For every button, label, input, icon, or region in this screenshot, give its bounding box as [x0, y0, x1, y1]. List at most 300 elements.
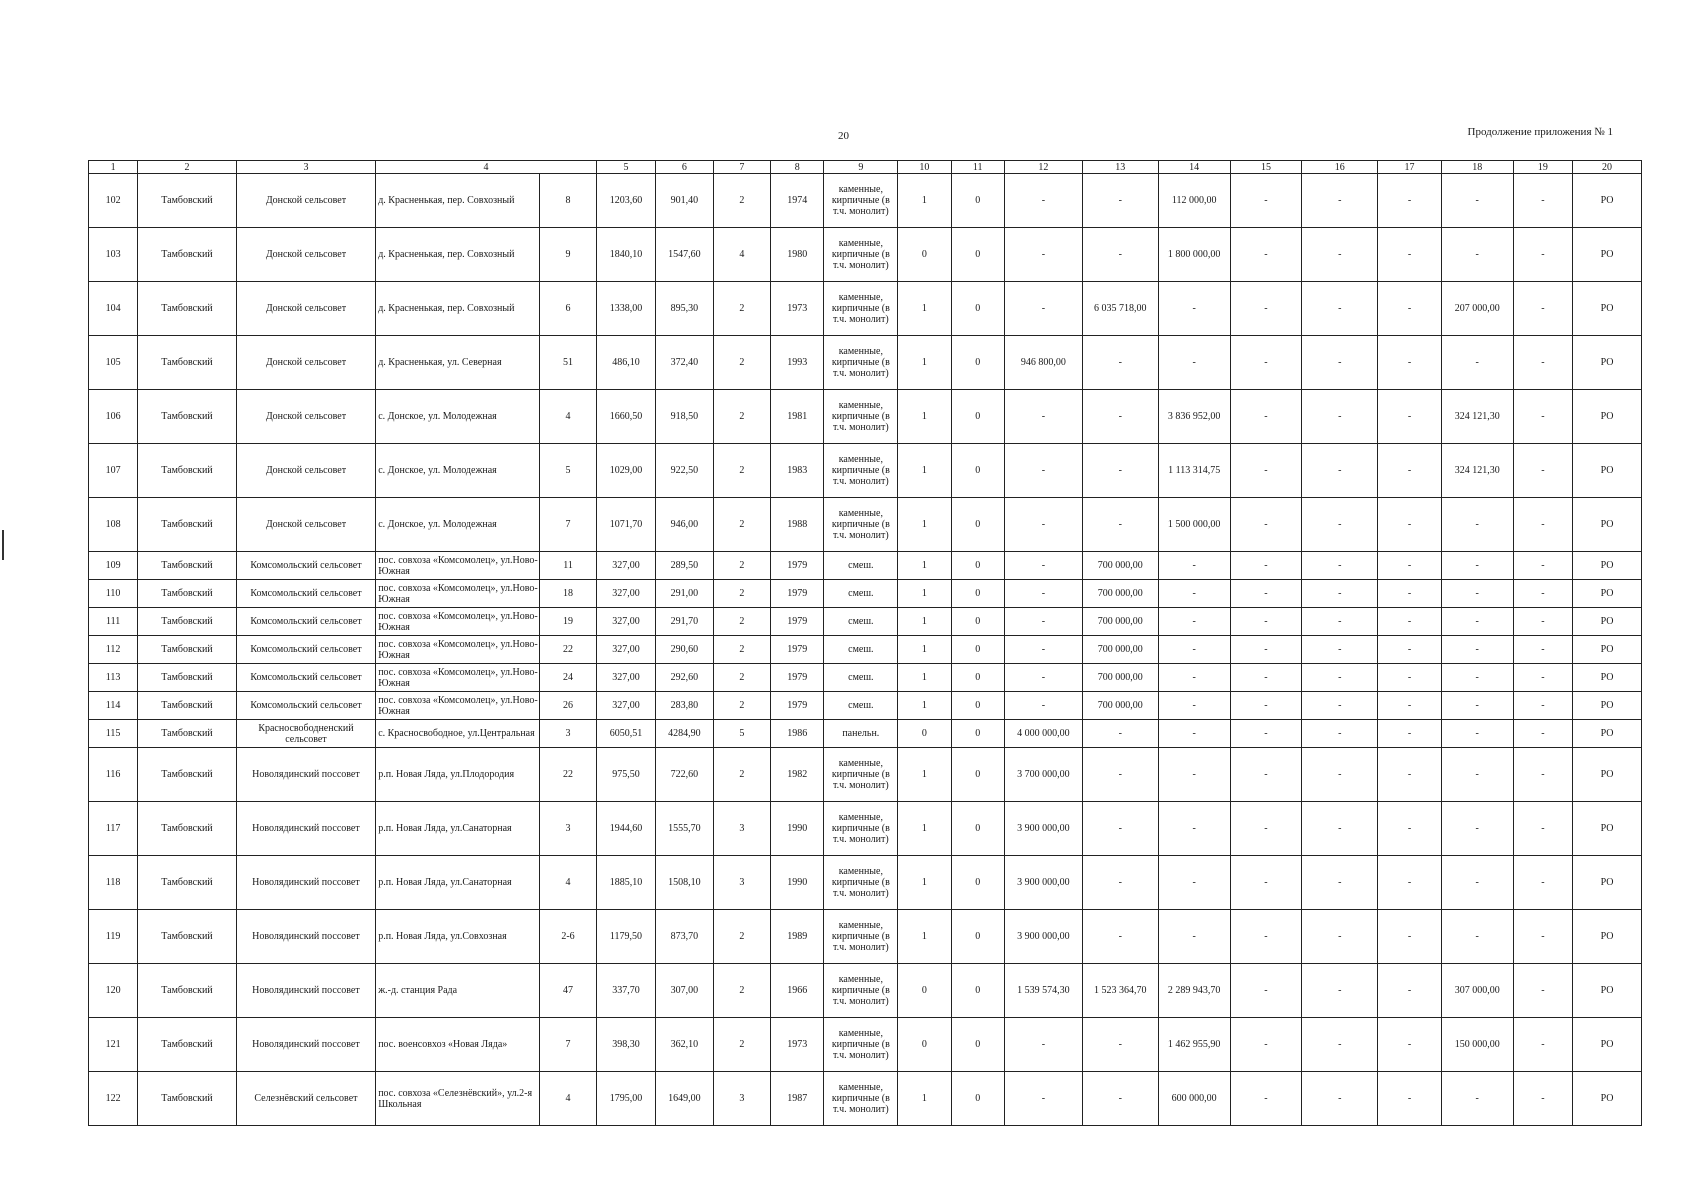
table-cell: 1966 — [771, 964, 824, 1018]
table-cell: - — [1302, 282, 1378, 336]
table-cell: - — [1004, 692, 1082, 720]
table-cell: - — [1158, 802, 1230, 856]
column-number-6: 5 — [596, 161, 655, 174]
table-cell: РО — [1573, 910, 1642, 964]
scan-artifact — [2, 530, 4, 560]
column-number-17: 16 — [1302, 161, 1378, 174]
table-cell: р.п. Новая Ляда, ул.Санаторная — [376, 856, 540, 910]
table-cell: каменные, кирпичные (в т.ч. монолит) — [824, 336, 898, 390]
table-cell: - — [1004, 608, 1082, 636]
table-cell: Донской сельсовет — [236, 228, 376, 282]
table-cell: - — [1082, 498, 1158, 552]
table-cell: - — [1230, 636, 1302, 664]
table-cell: Селезнёвский сельсовет — [236, 1072, 376, 1126]
table-cell: РО — [1573, 444, 1642, 498]
table-cell: 922,50 — [656, 444, 713, 498]
table-cell: - — [1302, 1072, 1378, 1126]
table-cell: 102 — [89, 174, 138, 228]
table-cell: Тамбовский — [138, 498, 236, 552]
table-cell: р.п. Новая Ляда, ул.Санаторная — [376, 802, 540, 856]
table-cell: 2 289 943,70 — [1158, 964, 1230, 1018]
table-cell: - — [1378, 1072, 1442, 1126]
column-number-2: 2 — [138, 161, 236, 174]
table-cell: - — [1302, 1018, 1378, 1072]
table-cell: - — [1302, 498, 1378, 552]
table-row — [89, 444, 1642, 498]
table-cell: 4 — [540, 1072, 596, 1126]
table-cell: - — [1004, 444, 1082, 498]
table-cell: 0 — [951, 174, 1004, 228]
table-cell: - — [1158, 608, 1230, 636]
table-cell: 1071,70 — [596, 498, 655, 552]
table-cell: - — [1004, 552, 1082, 580]
table-cell: Новолядинский поссовет — [236, 964, 376, 1018]
table-cell: 111 — [89, 608, 138, 636]
table-cell: 975,50 — [596, 748, 655, 802]
table-cell: Новолядинский поссовет — [236, 1018, 376, 1072]
table-cell: 110 — [89, 580, 138, 608]
table-cell: - — [1378, 1018, 1442, 1072]
table-cell: - — [1158, 552, 1230, 580]
table-cell: - — [1378, 608, 1442, 636]
column-number-15: 14 — [1158, 161, 1230, 174]
table-cell: р.п. Новая Ляда, ул.Совхозная — [376, 910, 540, 964]
table-cell: 0 — [951, 856, 1004, 910]
table-cell: 5 — [713, 720, 770, 748]
table-cell: - — [1378, 748, 1442, 802]
table-cell: - — [1230, 720, 1302, 748]
table-row — [89, 720, 1642, 748]
table-cell: каменные, кирпичные (в т.ч. монолит) — [824, 964, 898, 1018]
table-cell: 103 — [89, 228, 138, 282]
table-cell: 0 — [951, 910, 1004, 964]
table-cell: 150 000,00 — [1441, 1018, 1513, 1072]
table-cell: - — [1441, 580, 1513, 608]
table-cell: - — [1378, 720, 1442, 748]
table-cell: - — [1441, 664, 1513, 692]
table-cell: - — [1158, 664, 1230, 692]
table-cell: РО — [1573, 228, 1642, 282]
table-cell: Тамбовский — [138, 720, 236, 748]
table-cell: 3 900 000,00 — [1004, 910, 1082, 964]
table-cell: 1987 — [771, 1072, 824, 1126]
table-cell: - — [1302, 608, 1378, 636]
table-cell: Тамбовский — [138, 1072, 236, 1126]
table-cell: панельн. — [824, 720, 898, 748]
table-cell: каменные, кирпичные (в т.ч. монолит) — [824, 498, 898, 552]
table-cell: Тамбовский — [138, 174, 236, 228]
table-cell: 115 — [89, 720, 138, 748]
table-cell: Красносвободненский сельсовет — [236, 720, 376, 748]
table-cell: 362,10 — [656, 1018, 713, 1072]
table-cell: 113 — [89, 664, 138, 692]
table-cell: - — [1004, 390, 1082, 444]
table-cell: 324 121,30 — [1441, 444, 1513, 498]
table-cell: пос. совхоза «Комсомолец», ул.Ново-Южная — [376, 664, 540, 692]
table-cell: пос. совхоза «Комсомолец», ул.Ново-Южная — [376, 692, 540, 720]
table-cell: 1338,00 — [596, 282, 655, 336]
table-cell: - — [1378, 228, 1442, 282]
table-cell: 700 000,00 — [1082, 636, 1158, 664]
table-cell: 722,60 — [656, 748, 713, 802]
table-cell: 4 000 000,00 — [1004, 720, 1082, 748]
table-cell: - — [1441, 910, 1513, 964]
table-cell: 0 — [951, 444, 1004, 498]
table-cell: 1 113 314,75 — [1158, 444, 1230, 498]
table-cell: 104 — [89, 282, 138, 336]
table-cell: 119 — [89, 910, 138, 964]
table-cell: 2 — [713, 636, 770, 664]
table-cell: Тамбовский — [138, 336, 236, 390]
table-cell: Комсомольский сельсовет — [236, 608, 376, 636]
table-cell: - — [1513, 580, 1572, 608]
table-cell: 327,00 — [596, 580, 655, 608]
table-cell: - — [1230, 390, 1302, 444]
table-cell: 6 035 718,00 — [1082, 282, 1158, 336]
table-cell: РО — [1573, 636, 1642, 664]
table-cell: 121 — [89, 1018, 138, 1072]
table-cell: - — [1441, 856, 1513, 910]
table-cell: 207 000,00 — [1441, 282, 1513, 336]
table-cell: пос. совхоза «Комсомолец», ул.Ново-Южная — [376, 608, 540, 636]
table-cell: - — [1378, 664, 1442, 692]
table-cell: 292,60 — [656, 664, 713, 692]
table-cell: Тамбовский — [138, 910, 236, 964]
table-cell: Донской сельсовет — [236, 174, 376, 228]
table-cell: 2 — [713, 390, 770, 444]
table-cell: 1973 — [771, 282, 824, 336]
table-cell: - — [1441, 802, 1513, 856]
table-cell: 6050,51 — [596, 720, 655, 748]
table-cell: 0 — [951, 720, 1004, 748]
table-cell: 1 — [898, 856, 951, 910]
table-cell: - — [1441, 636, 1513, 664]
table-row — [89, 174, 1642, 228]
table-cell: - — [1302, 228, 1378, 282]
column-number-header-row — [89, 161, 1642, 174]
table-cell: 51 — [540, 336, 596, 390]
table-cell: - — [1302, 692, 1378, 720]
table-cell: - — [1302, 910, 1378, 964]
table-cell: 26 — [540, 692, 596, 720]
table-cell: - — [1082, 390, 1158, 444]
table-cell: 0 — [951, 228, 1004, 282]
table-cell: с. Красносвободное, ул.Центральная — [376, 720, 540, 748]
table-cell: РО — [1573, 692, 1642, 720]
table-cell: 700 000,00 — [1082, 608, 1158, 636]
table-row — [89, 282, 1642, 336]
table-cell: 1989 — [771, 910, 824, 964]
column-number-7: 6 — [656, 161, 713, 174]
table-row — [89, 856, 1642, 910]
table-cell: 327,00 — [596, 636, 655, 664]
table-cell: - — [1082, 1072, 1158, 1126]
table-cell: 105 — [89, 336, 138, 390]
table-cell: - — [1513, 720, 1572, 748]
table-cell: - — [1158, 692, 1230, 720]
table-cell: - — [1513, 228, 1572, 282]
table-cell: - — [1378, 552, 1442, 580]
table-cell: 290,60 — [656, 636, 713, 664]
table-cell: - — [1302, 580, 1378, 608]
table-cell: 0 — [951, 964, 1004, 1018]
table-cell: 22 — [540, 636, 596, 664]
column-number-12: 11 — [951, 161, 1004, 174]
table-cell: - — [1004, 1072, 1082, 1126]
table-body — [89, 174, 1642, 1126]
table-cell: 1 — [898, 748, 951, 802]
table-cell: 1179,50 — [596, 910, 655, 964]
table-cell: 398,30 — [596, 1018, 655, 1072]
table-cell: 114 — [89, 692, 138, 720]
table-cell: - — [1158, 580, 1230, 608]
table-cell: 1 — [898, 608, 951, 636]
table-cell: 327,00 — [596, 608, 655, 636]
table-cell: 0 — [951, 336, 1004, 390]
table-row — [89, 664, 1642, 692]
table-cell: 0 — [951, 802, 1004, 856]
table-cell: РО — [1573, 336, 1642, 390]
table-cell: 901,40 — [656, 174, 713, 228]
table-cell: 3 — [540, 802, 596, 856]
table-cell: - — [1441, 174, 1513, 228]
table-cell: 108 — [89, 498, 138, 552]
table-cell: 0 — [951, 552, 1004, 580]
table-cell: 116 — [89, 748, 138, 802]
table-cell: 2 — [713, 608, 770, 636]
table-cell: РО — [1573, 580, 1642, 608]
table-cell: - — [1230, 336, 1302, 390]
table-cell: каменные, кирпичные (в т.ч. монолит) — [824, 748, 898, 802]
table-cell: - — [1513, 444, 1572, 498]
table-cell: РО — [1573, 1018, 1642, 1072]
table-cell: 122 — [89, 1072, 138, 1126]
table-cell: 11 — [540, 552, 596, 580]
column-number-10: 9 — [824, 161, 898, 174]
table-cell: - — [1302, 664, 1378, 692]
column-number-4: 4 — [376, 161, 597, 174]
table-cell: Донской сельсовет — [236, 336, 376, 390]
table-cell: 0 — [951, 636, 1004, 664]
table-cell: 1 — [898, 336, 951, 390]
table-cell: каменные, кирпичные (в т.ч. монолит) — [824, 856, 898, 910]
table-cell: 307 000,00 — [1441, 964, 1513, 1018]
table-cell: 1 539 574,30 — [1004, 964, 1082, 1018]
table-cell: - — [1513, 856, 1572, 910]
table-cell: каменные, кирпичные (в т.ч. монолит) — [824, 910, 898, 964]
table-cell: каменные, кирпичные (в т.ч. монолит) — [824, 174, 898, 228]
table-cell: - — [1004, 664, 1082, 692]
table-cell: каменные, кирпичные (в т.ч. монолит) — [824, 802, 898, 856]
table-cell: Комсомольский сельсовет — [236, 636, 376, 664]
table-cell: Новолядинский поссовет — [236, 910, 376, 964]
table-cell: 2 — [713, 1018, 770, 1072]
table-cell: - — [1158, 748, 1230, 802]
table-cell: каменные, кирпичные (в т.ч. монолит) — [824, 1072, 898, 1126]
table-cell: 0 — [898, 1018, 951, 1072]
table-cell: 1508,10 — [656, 856, 713, 910]
table-cell: Новолядинский поссовет — [236, 748, 376, 802]
table-cell: - — [1004, 174, 1082, 228]
table-cell: - — [1513, 1018, 1572, 1072]
table-cell: 22 — [540, 748, 596, 802]
table-cell: - — [1441, 608, 1513, 636]
table-cell: РО — [1573, 664, 1642, 692]
table-cell: 109 — [89, 552, 138, 580]
table-cell: - — [1513, 1072, 1572, 1126]
column-number-18: 17 — [1378, 161, 1442, 174]
table-cell: - — [1302, 856, 1378, 910]
table-cell: - — [1004, 498, 1082, 552]
table-cell: 600 000,00 — [1158, 1072, 1230, 1126]
table-cell: - — [1230, 1018, 1302, 1072]
table-cell: 8 — [540, 174, 596, 228]
table-cell: 1979 — [771, 636, 824, 664]
table-cell: 1990 — [771, 802, 824, 856]
table-cell: 2 — [713, 282, 770, 336]
table-cell: - — [1441, 1072, 1513, 1126]
table-cell: Донской сельсовет — [236, 282, 376, 336]
table-cell: 946 800,00 — [1004, 336, 1082, 390]
table-cell: - — [1158, 282, 1230, 336]
table-cell: Комсомольский сельсовет — [236, 580, 376, 608]
table-cell: 1979 — [771, 580, 824, 608]
table-cell: 7 — [540, 498, 596, 552]
table-cell: пос. совхоза «Комсомолец», ул.Ново-Южная — [376, 636, 540, 664]
table-cell: Тамбовский — [138, 390, 236, 444]
table-cell: 1 523 364,70 — [1082, 964, 1158, 1018]
column-number-3: 3 — [236, 161, 376, 174]
table-cell: - — [1441, 748, 1513, 802]
table-cell: 1979 — [771, 552, 824, 580]
table-cell: - — [1158, 856, 1230, 910]
table-cell: 4 — [713, 228, 770, 282]
table-cell: 1 — [898, 174, 951, 228]
page-number: 20 — [838, 130, 849, 142]
table-cell: 1 — [898, 552, 951, 580]
table-cell: - — [1004, 636, 1082, 664]
table-cell: - — [1230, 856, 1302, 910]
table-cell: - — [1158, 636, 1230, 664]
table-cell: - — [1513, 748, 1572, 802]
table-cell: 3 900 000,00 — [1004, 802, 1082, 856]
table-cell: 112 — [89, 636, 138, 664]
table-cell: 0 — [951, 390, 1004, 444]
table-cell: Тамбовский — [138, 228, 236, 282]
table-cell: смеш. — [824, 692, 898, 720]
table-cell: - — [1230, 580, 1302, 608]
table-cell: 3 — [713, 1072, 770, 1126]
table-cell: РО — [1573, 720, 1642, 748]
table-cell: 1 — [898, 444, 951, 498]
table-cell: 3 — [713, 802, 770, 856]
table-cell: 2 — [713, 580, 770, 608]
table-cell: - — [1230, 802, 1302, 856]
table-cell: 291,70 — [656, 608, 713, 636]
table-cell: - — [1230, 964, 1302, 1018]
table-cell: Комсомольский сельсовет — [236, 692, 376, 720]
table-cell: 895,30 — [656, 282, 713, 336]
table-cell: 337,70 — [596, 964, 655, 1018]
column-number-20: 19 — [1513, 161, 1572, 174]
table-row — [89, 692, 1642, 720]
table-cell: Тамбовский — [138, 282, 236, 336]
table-cell: - — [1378, 336, 1442, 390]
table-cell: - — [1082, 336, 1158, 390]
table-cell: Новолядинский поссовет — [236, 802, 376, 856]
table-cell: Тамбовский — [138, 748, 236, 802]
table-cell: - — [1513, 336, 1572, 390]
table-cell: каменные, кирпичные (в т.ч. монолит) — [824, 282, 898, 336]
table-cell: Тамбовский — [138, 692, 236, 720]
table-cell: - — [1513, 390, 1572, 444]
column-number-11: 10 — [898, 161, 951, 174]
table-cell: 283,80 — [656, 692, 713, 720]
table-cell: 2 — [713, 664, 770, 692]
table-cell: - — [1004, 228, 1082, 282]
column-number-21: 20 — [1573, 161, 1642, 174]
table-cell: 2 — [713, 692, 770, 720]
table-row — [89, 636, 1642, 664]
table-cell: 2 — [713, 444, 770, 498]
table-cell: - — [1230, 664, 1302, 692]
table-cell: - — [1378, 692, 1442, 720]
table-cell: 289,50 — [656, 552, 713, 580]
table-cell: 327,00 — [596, 692, 655, 720]
table-cell: 0 — [951, 748, 1004, 802]
table-cell: 700 000,00 — [1082, 552, 1158, 580]
table-cell: 1885,10 — [596, 856, 655, 910]
table-cell: 2 — [713, 964, 770, 1018]
table-cell: - — [1378, 636, 1442, 664]
table-cell: 7 — [540, 1018, 596, 1072]
table-cell: 3 — [540, 720, 596, 748]
table-cell: Новолядинский поссовет — [236, 856, 376, 910]
table-cell: Тамбовский — [138, 444, 236, 498]
column-number-19: 18 — [1441, 161, 1513, 174]
table-cell: каменные, кирпичные (в т.ч. монолит) — [824, 228, 898, 282]
table-row — [89, 580, 1642, 608]
table-cell: 700 000,00 — [1082, 580, 1158, 608]
table-row — [89, 608, 1642, 636]
table-cell: 0 — [951, 664, 1004, 692]
table-cell: 1840,10 — [596, 228, 655, 282]
table-cell: 700 000,00 — [1082, 664, 1158, 692]
table-cell: 3 836 952,00 — [1158, 390, 1230, 444]
table-cell: каменные, кирпичные (в т.ч. монолит) — [824, 390, 898, 444]
table-cell: 2 — [713, 174, 770, 228]
table-row — [89, 228, 1642, 282]
table-cell: 18 — [540, 580, 596, 608]
table-cell: 1 — [898, 580, 951, 608]
table-cell: РО — [1573, 552, 1642, 580]
column-number-14: 13 — [1082, 161, 1158, 174]
table-cell: 106 — [89, 390, 138, 444]
table-cell: - — [1378, 856, 1442, 910]
table-cell: 4 — [540, 856, 596, 910]
table-cell: - — [1513, 608, 1572, 636]
table-cell: - — [1302, 802, 1378, 856]
table-cell: 0 — [898, 964, 951, 1018]
table-cell: - — [1378, 964, 1442, 1018]
table-cell: РО — [1573, 802, 1642, 856]
table-cell: - — [1082, 228, 1158, 282]
table-cell: - — [1230, 498, 1302, 552]
table-cell: 0 — [951, 608, 1004, 636]
table-cell: РО — [1573, 282, 1642, 336]
table-cell: 2 — [713, 910, 770, 964]
table-cell: Тамбовский — [138, 664, 236, 692]
